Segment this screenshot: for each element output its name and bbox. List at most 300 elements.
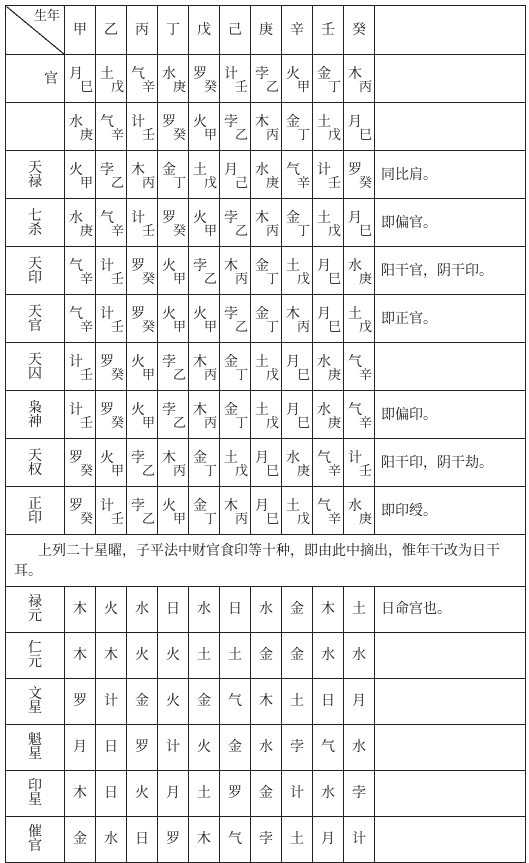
star-pair — [283, 61, 311, 97]
star-cell — [96, 55, 127, 103]
star-cell — [158, 391, 189, 439]
star-pair — [221, 61, 249, 97]
value-cell: 水 — [313, 632, 344, 678]
star-name: 气 — [100, 209, 114, 226]
star-row — [6, 391, 526, 439]
stem-subscript: 庚 — [328, 367, 342, 383]
star-name: 木 — [224, 257, 238, 274]
star-name: 计 — [131, 113, 145, 130]
star-name: 金 — [286, 113, 300, 130]
star-pair — [128, 109, 156, 145]
star-cell — [313, 439, 344, 487]
stem-subscript: 甲 — [142, 367, 156, 383]
star-name: 水 — [348, 257, 362, 274]
stem-subscript: 壬 — [142, 127, 156, 143]
star-cell — [189, 439, 220, 487]
stem-subscript: 癸 — [173, 223, 187, 239]
star-cell — [189, 103, 220, 151]
star-pair — [159, 493, 187, 529]
value-cell: 土 — [189, 632, 220, 678]
value-cell: 木 — [251, 678, 282, 724]
value-cell: 孛 — [282, 724, 313, 770]
star-pair — [314, 493, 342, 529]
star-name: 火 — [193, 305, 207, 322]
stem-subscript: 丙 — [235, 271, 249, 287]
row-label-char: 天 — [28, 159, 42, 176]
star-name: 土 — [317, 113, 331, 130]
star-pair — [252, 157, 280, 193]
star-name: 火 — [131, 401, 145, 418]
stem-subscript: 癸 — [142, 319, 156, 335]
stem-subscript: 辛 — [80, 319, 94, 335]
stem-subscript: 甲 — [173, 319, 187, 335]
stem-subscript: 己 — [235, 175, 249, 191]
star-cell — [220, 439, 251, 487]
star-cell — [65, 439, 96, 487]
value-cell: 金 — [282, 632, 313, 678]
stem-subscript: 乙 — [142, 463, 156, 479]
star-name: 计 — [69, 353, 83, 370]
star-pair — [97, 301, 125, 337]
stem-subscript: 辛 — [297, 175, 311, 191]
stem-subscript: 癸 — [204, 79, 218, 95]
star-cell — [220, 343, 251, 391]
star-cell — [158, 151, 189, 199]
star-pair — [97, 445, 125, 481]
star-cell — [251, 103, 282, 151]
star-name: 木 — [255, 209, 269, 226]
value-cell: 土 — [282, 678, 313, 724]
star-pair — [66, 349, 94, 385]
row-label-char: 仁 — [28, 640, 42, 657]
stem-subscript: 丁 — [266, 319, 280, 335]
star-name: 火 — [69, 161, 83, 178]
star-cell — [313, 391, 344, 439]
value-cell: 罗 — [220, 770, 251, 816]
star-cell — [344, 439, 375, 487]
star-cell — [127, 391, 158, 439]
stem-subscript: 甲 — [204, 223, 218, 239]
star-pair — [66, 445, 94, 481]
star-name: 金 — [162, 161, 176, 178]
star-cell — [220, 487, 251, 535]
star-pair — [252, 493, 280, 529]
star-name: 计 — [100, 305, 114, 322]
star-cell — [65, 103, 96, 151]
star-name: 木 — [286, 305, 300, 322]
star-pair — [66, 61, 94, 97]
row-label-char: 元 — [28, 608, 42, 625]
row-label-char: 杀 — [28, 221, 42, 238]
star-name: 水 — [348, 497, 362, 514]
star-pair — [66, 205, 94, 241]
star-cell — [189, 55, 220, 103]
star-name: 罗 — [162, 113, 176, 130]
value-cell: 日 — [127, 816, 158, 862]
star-name: 月 — [255, 449, 269, 466]
row-note — [375, 103, 526, 151]
star-name: 水 — [69, 113, 83, 130]
star-pair — [314, 397, 342, 433]
star-pair — [66, 109, 94, 145]
star-cell — [158, 343, 189, 391]
value-cell: 木 — [65, 586, 96, 632]
star-name: 孛 — [224, 209, 238, 226]
star-pair — [159, 349, 187, 385]
value-cell: 罗 — [127, 724, 158, 770]
stem-subscript: 戊 — [328, 223, 342, 239]
stem-header: 辛 — [282, 6, 313, 55]
value-cell: 火 — [96, 586, 127, 632]
stem-subscript: 巳 — [359, 127, 373, 143]
star-pair — [66, 493, 94, 529]
star-pair — [283, 445, 311, 481]
star-pair — [128, 253, 156, 289]
star-name: 罗 — [69, 497, 83, 514]
stem-subscript: 甲 — [173, 511, 187, 527]
row-label-char: 天 — [28, 447, 42, 464]
stem-header: 庚 — [251, 6, 282, 55]
star-name: 计 — [348, 449, 362, 466]
value-cell: 水 — [96, 816, 127, 862]
stem-subscript: 壬 — [111, 511, 125, 527]
stem-subscript: 戊 — [297, 271, 311, 287]
value-cell: 计 — [96, 678, 127, 724]
star-name: 金 — [317, 65, 331, 82]
star-pair — [252, 61, 280, 97]
star-cell — [251, 199, 282, 247]
value-cell: 月 — [344, 678, 375, 724]
stem-subscript: 壬 — [80, 367, 94, 383]
stem-header: 乙 — [96, 6, 127, 55]
star-pair — [345, 493, 373, 529]
plain-row — [6, 586, 526, 632]
star-cell — [313, 55, 344, 103]
stem-subscript: 壬 — [359, 463, 373, 479]
row-label-char: 神 — [28, 413, 42, 430]
row-label-char: 星 — [28, 792, 42, 809]
star-cell — [189, 343, 220, 391]
row-label-char: 天 — [28, 351, 42, 368]
stem-subscript: 丙 — [173, 463, 187, 479]
star-cell — [189, 247, 220, 295]
star-name: 土 — [255, 401, 269, 418]
value-cell: 计 — [282, 770, 313, 816]
star-name: 气 — [317, 497, 331, 514]
stem-subscript: 戊 — [204, 175, 218, 191]
star-pair — [190, 397, 218, 433]
star-name: 孛 — [131, 449, 145, 466]
value-cell: 日 — [158, 586, 189, 632]
stem-subscript: 甲 — [80, 175, 94, 191]
star-pair — [190, 253, 218, 289]
stem-subscript: 甲 — [204, 127, 218, 143]
star-cell — [158, 247, 189, 295]
star-name: 土 — [255, 353, 269, 370]
row-label-char: 囚 — [28, 365, 42, 382]
star-pair — [283, 205, 311, 241]
star-name: 火 — [193, 209, 207, 226]
star-pair — [159, 61, 187, 97]
stem-subscript: 丙 — [204, 415, 218, 431]
star-pair — [190, 445, 218, 481]
stem-subscript: 癸 — [80, 511, 94, 527]
row-label — [6, 439, 65, 487]
row-label — [6, 770, 65, 816]
guan-row — [6, 55, 526, 103]
stem-subscript: 乙 — [173, 367, 187, 383]
star-pair — [97, 349, 125, 385]
value-cell: 金 — [282, 586, 313, 632]
star-name: 气 — [348, 401, 362, 418]
value-cell: 火 — [189, 724, 220, 770]
star-cell — [96, 295, 127, 343]
row-label — [6, 586, 65, 632]
star-pair — [159, 397, 187, 433]
star-cell — [127, 439, 158, 487]
star-name: 火 — [162, 497, 176, 514]
star-name: 金 — [193, 449, 207, 466]
stem-subscript: 乙 — [142, 511, 156, 527]
star-pair — [314, 109, 342, 145]
value-cell: 火 — [158, 632, 189, 678]
star-pair — [221, 445, 249, 481]
value-cell: 水 — [251, 724, 282, 770]
stem-subscript: 乙 — [111, 175, 125, 191]
star-pair — [159, 253, 187, 289]
stem-subscript: 丙 — [359, 79, 373, 95]
stem-header: 甲 — [65, 6, 96, 55]
star-row — [6, 343, 526, 391]
star-name: 孛 — [224, 113, 238, 130]
stem-subscript: 甲 — [111, 463, 125, 479]
star-cell — [189, 295, 220, 343]
stem-subscript: 巳 — [328, 319, 342, 335]
stem-subscript: 甲 — [173, 271, 187, 287]
star-name: 木 — [255, 113, 269, 130]
star-name: 土 — [193, 161, 207, 178]
star-pair — [252, 109, 280, 145]
value-cell: 火 — [127, 632, 158, 678]
star-name: 月 — [255, 497, 269, 514]
row-label — [6, 391, 65, 439]
star-cell — [251, 343, 282, 391]
value-cell: 木 — [65, 632, 96, 678]
star-name: 气 — [317, 449, 331, 466]
star-pair — [128, 349, 156, 385]
star-cell — [313, 295, 344, 343]
star-name: 孛 — [193, 257, 207, 274]
value-cell: 土 — [189, 770, 220, 816]
star-cell — [127, 247, 158, 295]
star-cell — [313, 151, 344, 199]
star-cell — [344, 103, 375, 151]
star-pair — [159, 205, 187, 241]
star-cell — [96, 439, 127, 487]
row-note: 即偏官。 — [375, 199, 526, 247]
value-cell: 罗 — [65, 678, 96, 724]
star-cell — [96, 247, 127, 295]
value-cell: 火 — [127, 770, 158, 816]
stem-subscript: 乙 — [266, 79, 280, 95]
star-pair — [314, 301, 342, 337]
stem-subscript: 丁 — [297, 223, 311, 239]
value-cell: 气 — [220, 678, 251, 724]
star-cell — [282, 343, 313, 391]
value-cell: 月 — [158, 770, 189, 816]
value-cell: 月 — [313, 816, 344, 862]
star-cell — [220, 247, 251, 295]
star-pair — [252, 301, 280, 337]
star-cell — [96, 343, 127, 391]
star-pair — [252, 445, 280, 481]
star-pair — [97, 397, 125, 433]
star-name: 孛 — [255, 65, 269, 82]
star-pair — [128, 157, 156, 193]
star-name: 罗 — [193, 65, 207, 82]
stem-header: 壬 — [313, 6, 344, 55]
value-cell: 水 — [344, 724, 375, 770]
star-cell — [96, 391, 127, 439]
stem-subscript: 戊 — [235, 463, 249, 479]
star-name: 金 — [286, 209, 300, 226]
star-cell — [127, 487, 158, 535]
star-pair — [190, 205, 218, 241]
star-name: 金 — [255, 257, 269, 274]
star-pair — [221, 493, 249, 529]
star-name: 气 — [131, 65, 145, 82]
star-cell — [96, 151, 127, 199]
star-row — [6, 439, 526, 487]
value-cell: 计 — [158, 724, 189, 770]
star-cell — [313, 343, 344, 391]
star-cell — [65, 199, 96, 247]
value-cell: 日 — [220, 586, 251, 632]
star-name: 水 — [286, 449, 300, 466]
value-cell: 金 — [251, 632, 282, 678]
star-cell — [189, 487, 220, 535]
stem-header: 戊 — [189, 6, 220, 55]
star-pair — [190, 349, 218, 385]
star-name: 木 — [162, 449, 176, 466]
stem-subscript: 癸 — [111, 415, 125, 431]
stem-subscript: 壬 — [235, 79, 249, 95]
star-cell — [65, 295, 96, 343]
value-cell: 水 — [127, 586, 158, 632]
star-name: 木 — [131, 161, 145, 178]
value-cell: 火 — [158, 678, 189, 724]
stem-subscript: 丙 — [297, 319, 311, 335]
row-label — [6, 247, 65, 295]
star-pair — [221, 205, 249, 241]
star-pair — [190, 301, 218, 337]
value-cell: 日 — [313, 678, 344, 724]
star-cell — [282, 487, 313, 535]
row-label — [6, 724, 65, 770]
star-cell — [344, 391, 375, 439]
star-name: 气 — [286, 161, 300, 178]
star-name: 水 — [317, 401, 331, 418]
star-name: 土 — [348, 305, 362, 322]
row-note — [375, 770, 526, 816]
star-pair — [345, 205, 373, 241]
star-cell — [344, 343, 375, 391]
row-label-char: 魁 — [28, 732, 42, 749]
star-pair — [283, 253, 311, 289]
star-cell — [158, 439, 189, 487]
row-label — [6, 632, 65, 678]
row-label-char: 印 — [28, 509, 42, 526]
star-pair — [128, 61, 156, 97]
stem-subscript: 庚 — [266, 175, 280, 191]
plain-row — [6, 678, 526, 724]
row-label-char: 禄 — [28, 594, 42, 611]
stem-subscript: 壬 — [142, 223, 156, 239]
star-pair — [97, 253, 125, 289]
row-label-char: 印 — [28, 778, 42, 795]
stem-subscript: 巳 — [266, 511, 280, 527]
row-note: 阳干官，阴干印。 — [375, 247, 526, 295]
star-name: 水 — [69, 209, 83, 226]
star-pair — [221, 157, 249, 193]
stem-subscript: 庚 — [80, 127, 94, 143]
star-cell — [282, 391, 313, 439]
star-cell — [282, 439, 313, 487]
star-name: 计 — [224, 65, 238, 82]
row-note — [375, 55, 526, 103]
star-pair — [190, 157, 218, 193]
row-label-char: 枭 — [28, 399, 42, 416]
corner-cell — [6, 6, 65, 55]
star-name: 计 — [131, 209, 145, 226]
value-cell: 日 — [96, 770, 127, 816]
star-name: 月 — [286, 353, 300, 370]
stem-subscript: 巳 — [359, 223, 373, 239]
value-cell: 金 — [127, 678, 158, 724]
star-cell — [127, 55, 158, 103]
star-pair — [283, 397, 311, 433]
stem-subscript: 辛 — [359, 367, 373, 383]
stem-subscript: 巳 — [266, 463, 280, 479]
stem-subscript: 庚 — [328, 415, 342, 431]
row-label — [6, 295, 65, 343]
star-cell — [65, 487, 96, 535]
row-note — [375, 816, 526, 862]
star-pair — [345, 397, 373, 433]
row-label — [6, 678, 65, 724]
star-cell — [220, 391, 251, 439]
star-name: 月 — [348, 113, 362, 130]
stem-subscript: 丙 — [142, 175, 156, 191]
star-name: 孛 — [162, 353, 176, 370]
row-note — [375, 724, 526, 770]
star-cell — [65, 151, 96, 199]
stem-subscript: 丁 — [204, 463, 218, 479]
star-pair — [345, 109, 373, 145]
star-cell — [282, 151, 313, 199]
star-name: 孛 — [224, 305, 238, 322]
star-pair — [283, 493, 311, 529]
star-name: 月 — [286, 401, 300, 418]
stem-subscript: 癸 — [173, 127, 187, 143]
star-name: 罗 — [348, 161, 362, 178]
stem-subscript: 甲 — [297, 79, 311, 95]
value-cell: 水 — [189, 586, 220, 632]
star-cell — [220, 295, 251, 343]
star-pair — [345, 157, 373, 193]
star-pair — [345, 445, 373, 481]
guan-row — [6, 103, 526, 151]
